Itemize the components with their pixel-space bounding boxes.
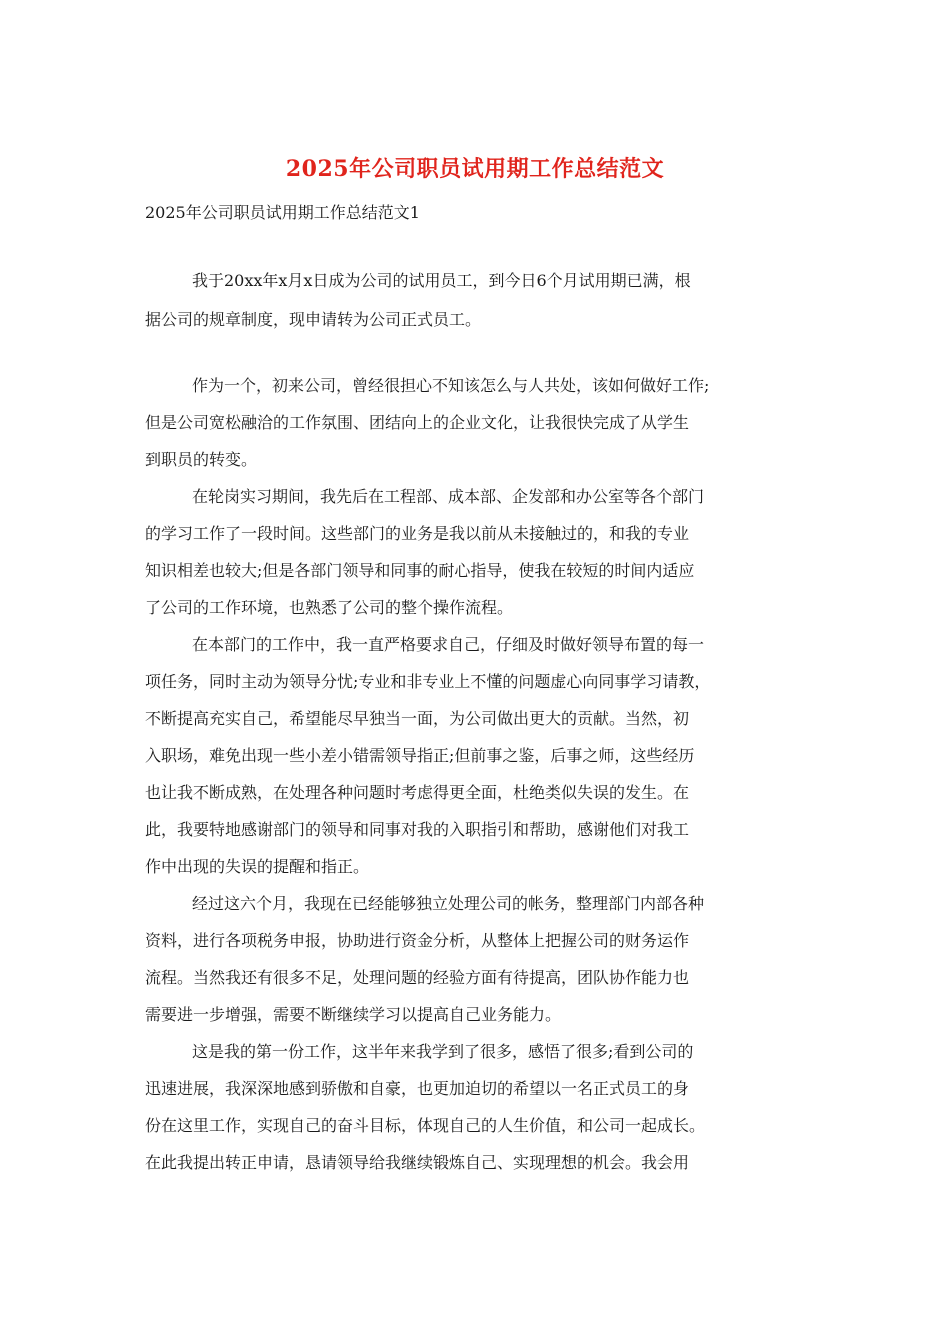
- paragraph-line: 了公司的工作环境，也熟悉了公司的整个操作流程。: [145, 598, 514, 617]
- paragraph-line: 需要进一步增强，需要不断继续学习以提高自己业务能力。: [145, 1005, 562, 1024]
- paragraph-line: 据公司的规章制度，现申请转为公司正式员工。: [145, 310, 482, 329]
- paragraph-line: 份在这里工作，实现自己的奋斗目标，体现自己的人生价值，和公司一起成长。: [145, 1116, 706, 1135]
- paragraph-line: 我于20xx年x月x日成为公司的试用员工，到今日6个月试用期已满，根: [192, 271, 691, 290]
- paragraph-line: 在此我提出转正申请，恳请领导给我继续锻炼自己、实现理想的机会。我会用: [145, 1153, 690, 1172]
- paragraph-line: 作为一个，初来公司，曾经很担心不知该怎么与人共处，该如何做好工作;: [192, 376, 710, 395]
- paragraph-line: 迅速进展，我深深地感到骄傲和自豪，也更加迫切的希望以一名正式员工的身: [145, 1079, 690, 1098]
- paragraph-line: 作中出现的失误的提醒和指正。: [145, 857, 370, 876]
- paragraph-line: 但是公司宽松融洽的工作氛围、团结向上的企业文化，让我很快完成了从学生: [145, 413, 690, 432]
- paragraph-line: 项任务，同时主动为领导分忧;专业和非专业上不懂的问题虚心向同事学习请教，: [145, 672, 711, 691]
- paragraph-line: 不断提高充实自己，希望能尽早独当一面，为公司做出更大的贡献。当然，初: [145, 709, 690, 728]
- paragraph-line: 也让我不断成熟，在处理各种问题时考虑得更全面，杜绝类似失误的发生。在: [145, 783, 690, 802]
- paragraph-line: 在轮岗实习期间，我先后在工程部、成本部、企发部和办公室等各个部门: [192, 487, 705, 506]
- document-subtitle: 2025年公司职员试用期工作总结范文1: [145, 203, 420, 222]
- paragraph-line: 资料，进行各项税务申报，协助进行资金分析，从整体上把握公司的财务运作: [145, 931, 690, 950]
- paragraph-line: 的学习工作了一段时间。这些部门的业务是我以前从未接触过的，和我的专业: [145, 524, 690, 543]
- document-title: 2025年公司职员试用期工作总结范文: [285, 156, 665, 182]
- paragraph-line: 此，我要特地感谢部门的领导和同事对我的入职指引和帮助，感谢他们对我工: [145, 820, 690, 839]
- paragraph-line: 知识相差也较大;但是各部门领导和同事的耐心指导，使我在较短的时间内适应: [145, 561, 695, 580]
- paragraph-line: 到职员的转变。: [145, 450, 258, 469]
- paragraph-line: 经过这六个月，我现在已经能够独立处理公司的帐务，整理部门内部各种: [192, 894, 705, 913]
- paragraph-line: 流程。当然我还有很多不足，处理问题的经验方面有待提高，团队协作能力也: [145, 968, 690, 987]
- paragraph-line: 在本部门的工作中，我一直严格要求自己，仔细及时做好领导布置的每一: [192, 635, 705, 654]
- paragraph-line: 这是我的第一份工作，这半年来我学到了很多，感悟了很多;看到公司的: [192, 1042, 694, 1061]
- paragraph-line: 入职场，难免出现一些小差小错需领导指正;但前事之鉴，后事之师，这些经历: [145, 746, 695, 765]
